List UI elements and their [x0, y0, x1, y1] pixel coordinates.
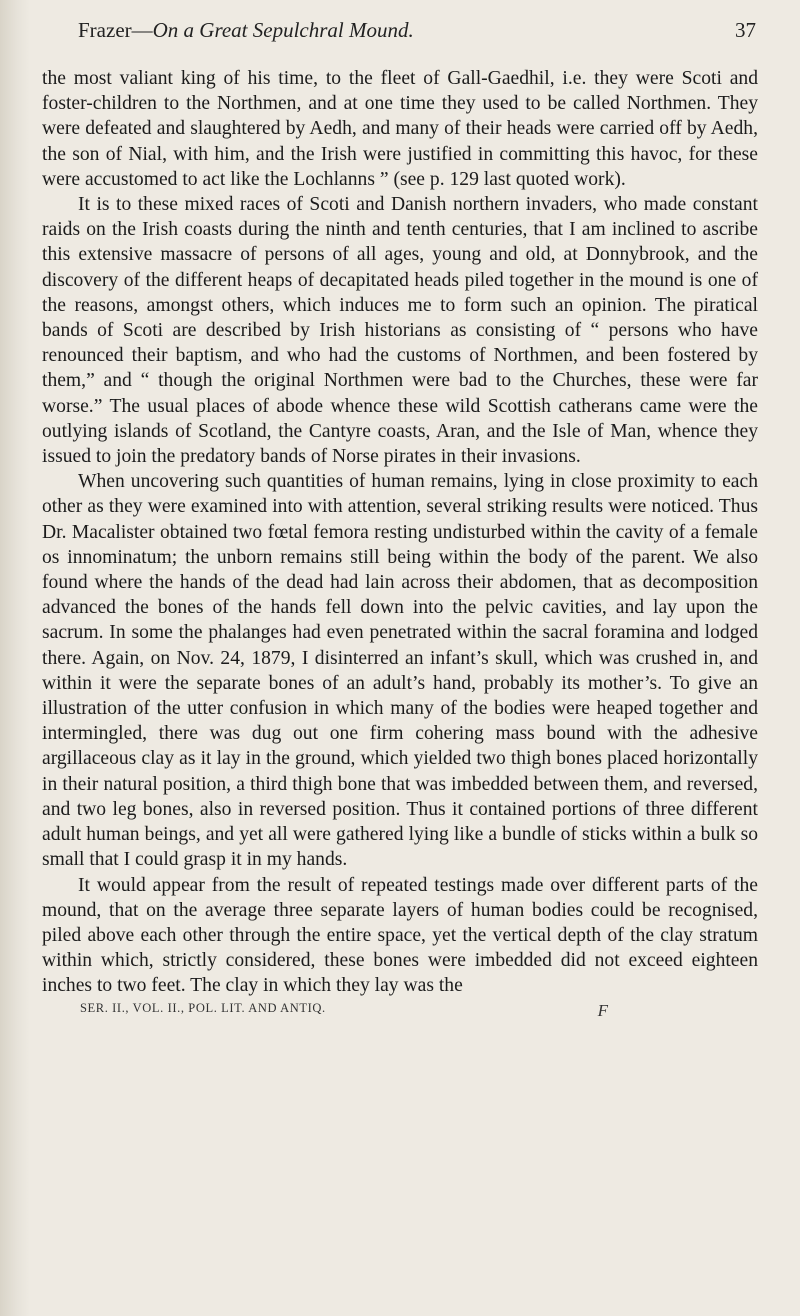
paragraph-continuation: the most valiant king of his time, to the fleet of Gall-Gaedhil, i.e. they were Scoti and foster-children to the Northmen, and at one time they used to be called Northmen. They were defeated and slaughtered by Aedh, and many of their heads were carried off by Aedh, the son of Nial, with him, and the Irish were justified in committing this havoc, for these were accustomed to act like the Lochlanns ” (see p. 129 last quoted work). — [42, 68, 758, 190]
running-head — [78, 18, 414, 43]
running-header — [42, 18, 758, 58]
paragraph-scoti-invaders: It is to these mixed races of Scoti and Danish northern invaders, who made constant raids on the Irish coasts during the ninth and tenth centuries, that I am inclined to ascribe this extensive massacre of persons of all ages, young and old, at Donnybrook, and the discovery of the different heaps of decapitated heads piled together in the mound is one of the reasons, amongst others, which induces me to form such an opinion. The piratical bands of Scoti are described by Irish historians as consisting of “ persons who have renounced their baptism, and who had the customs of Northmen, and been fostered by them,” and “ though the original Northmen were bad to the Churches, these were far worse.” The usual places of abode whence these wild Scottish catherans came were the outlying islands of Scotland, the Cantyre coasts, Aran, and the Isle of Man, whence they issued to join the predatory bands of Norse pirates in their invasions. — [42, 194, 758, 468]
page-number: 37 — [735, 18, 756, 42]
book-page — [42, 18, 758, 1021]
series-line: SER. II., VOL. II., POL. LIT. AND ANTIQ. — [80, 1000, 326, 1015]
running-head-author: Frazer— — [78, 18, 153, 42]
body-text — [42, 66, 758, 999]
running-head-title: On a Great Sepulchral Mound. — [152, 18, 414, 42]
signature-mark: F — [597, 1000, 608, 1020]
paragraph-human-remains: When uncovering such quantities of human remains, lying in close proximity to each other as they were examined into with attention, several striking results were noticed. Thus Dr. Macalister obtained two fœtal femora resting undisturbed within the cavity of a female os innominatum; the unborn remains still being within the body of the parent. We also found where the hands of the dead had lain across their abdomen, that as decomposition advanced the bones of the hands fell down into the pelvic cavities, and lay upon the sacrum. In some the phalanges had even penetrated within the sacral foramina and lodged there. Again, on Nov. 24, 1879, I disinterred an infant’s skull, which was crushed in, and within it were the separate bones of an adult’s hand, probably its mother’s. To give an illustration of the utter confusion in which many of the bodies were heaped together and intermingled, there was dug out one firm cohering mass bound with the adhesive argillaceous clay as it lay in the ground, which yielded two thigh bones placed horizontally in their natural position, a third thigh bone that was imbedded between them, and reversed, and two leg bones, also in reversed position. Thus it contained portions of three different adult human beings, and yet all were gathered lying like a bundle of sticks within a bulk so small that I could grasp it in my hands. — [42, 471, 758, 871]
page-gutter-shadow — [0, 0, 30, 1316]
page-footer — [42, 1001, 758, 1021]
paragraph-layers: It would appear from the result of repeated testings made over different parts of the mound, that on the average three separate layers of human bodies could be recognised, piled above each other through the entire space, yet the vertical depth of the clay stratum within which, strictly considered, these bones were imbedded did not exceed eighteen inches to two feet. The clay in which they lay was the — [42, 874, 758, 997]
